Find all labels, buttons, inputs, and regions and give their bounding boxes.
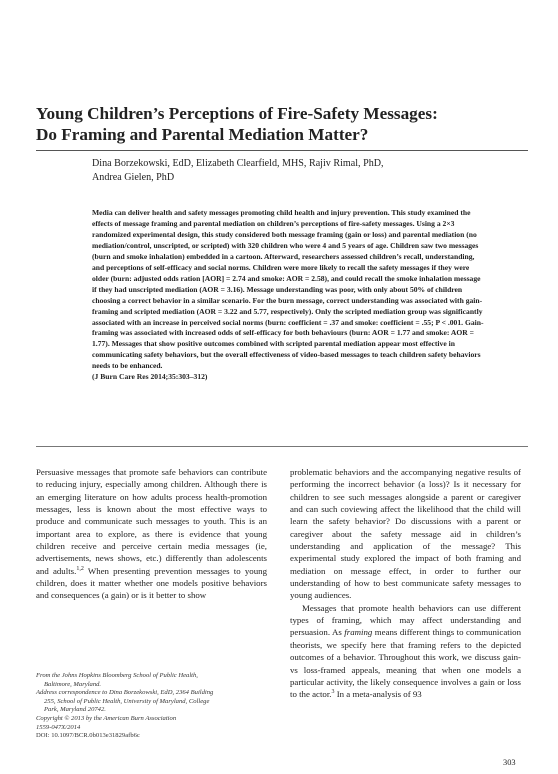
- body-paragraph: Persuasive messages that promote safe behaviors can contribute to reducing injury, especially among children. Although there is an emerging literature on how adults process health-promotion messages, less is known about the most effective ways to produce and communicate such messages to youth. This is an important area to explore, as there is evidence that young children receive and perceive certain media messages (ie, advertisements, news shows, etc.) differently than adolescents and adults.$^{1,2}$ When presenting prevention messages to young children, does it matter whether one models positive behaviors and consequences (a gain) or is it better to show: [36, 467, 267, 601]
- section-divider: [36, 446, 528, 447]
- title-line-2: Do Framing and Parental Mediation Matter?: [36, 125, 369, 144]
- doi-link[interactable]: DOI: 10.1097/BCR.0b013e31829afb6c: [36, 732, 140, 740]
- title-line-1: Young Children’s Perceptions of Fire-Safety Messages:: [36, 104, 438, 123]
- body-paragraph: problematic behaviors and the accompanying negative results of performing the incorrect behavior (a loss)? Is it necessary for children to see such messages alongside a parent or caregiver and can such coviewing affect the likelihood that the child will learn the safety behavior? Do discussions with a parent or caregiver about the safety message aid in children’s understanding and application of the message? This experimental study explored the impact of both framing and mediation on message effect, in order to further our understanding of how to best communicate safety messages to young audiences.: [290, 467, 521, 601]
- title-divider: [36, 150, 528, 151]
- abstract-text: Media can deliver health and safety messages promoting child health and injury prevention. This study examined the effects of message framing and parental mediation on children’s perceptions of fire-safety messages. Using a 2×3 randomized experimental design, this study considered both message framing (gain or loss) and parental mediation (no mediation/control, unscripted, or scripted) with 320 children who were 4 and 5 years of age. Children saw two messages (burn and smoke inhalation) embedded in a cartoon. Afterward, researchers assessed children’s recall, understanding, and perceptions of self-efficacy and social norms. Children were more likely to recall the safety messages if they were older (burn: adjusted odds ration [AOR] = 2.74 and smoke: AOR = 2.58), and could recall the smoke inhalation message if they had unscripted mediation (AOR = 3.16). Message understanding was poor, with only about 50% of children choosing a correct behavior in a similar scenario. For the burn message, correct understanding was associated with gain-framing and scripted mediation (AOR = 3.22 and 5.77, respectively). Only the scripted mediation group was significantly associated with an increase in perceived social norms (burn: coefficient = .37 and smoke: coefficient = .55; P < .001. Gain-framing was associated with increased odds of self-efficacy for both behaviours (burn: AOR = 1.77 and smoke: AOR = 1.77). Messages that show positive outcomes combined with scripted parental mediation appear most effective in communicating safety behaviors, but the overall effectiveness of video-based messages to teach children safety behaviors needs to be enhanced.: [92, 208, 484, 371]
- journal-citation: (J Burn Care Res 2014;35:303–312): [92, 372, 208, 382]
- article-footnotes: [36, 672, 268, 741]
- authors-line-1: Dina Borzekowski, EdD, Elizabeth Clearfield, MHS, Rajiv Rimal, PhD,: [92, 158, 384, 169]
- affiliation-note: From the Johns Hopkins Bloomberg School of Public Health, Baltimore, Maryland.: [36, 672, 198, 688]
- abstract: [92, 208, 487, 383]
- authors-line-2: Andrea Gielen, PhD: [92, 172, 175, 183]
- body-column-right: [290, 466, 521, 701]
- article-title: [36, 103, 526, 145]
- reference-superscript: 3: [331, 689, 335, 696]
- author-list: [92, 157, 512, 185]
- reference-superscript: 1,2: [76, 565, 84, 572]
- body-paragraph: Messages that promote health behaviors can use different types of framing, which may affect understanding and persuasion. As framing means different things to communication theorists, we specify here that framing refers to the depicted outcomes of a behavior. Throughout this work, we discuss gain- vs loss-framed appeals, meaning that when one models a particular activity, the likely consequence involves a gain or loss to the actor.$^3$ In a meta-analysis of 93: [290, 602, 521, 700]
- copyright-note: Copyright © 2013 by the American Burn Association: [36, 714, 177, 722]
- issn-note: 1559-047X/2014: [36, 723, 81, 731]
- body-column-left: [36, 466, 267, 602]
- correspondence-note: Address correspondence to Dina Borzekowski, EdD, 2364 Building 255, School of Public Health, University of Maryland, College Park, Maryland 20742.: [36, 689, 214, 714]
- page-number: 303: [503, 758, 516, 767]
- emphasis-term: framing: [344, 627, 373, 638]
